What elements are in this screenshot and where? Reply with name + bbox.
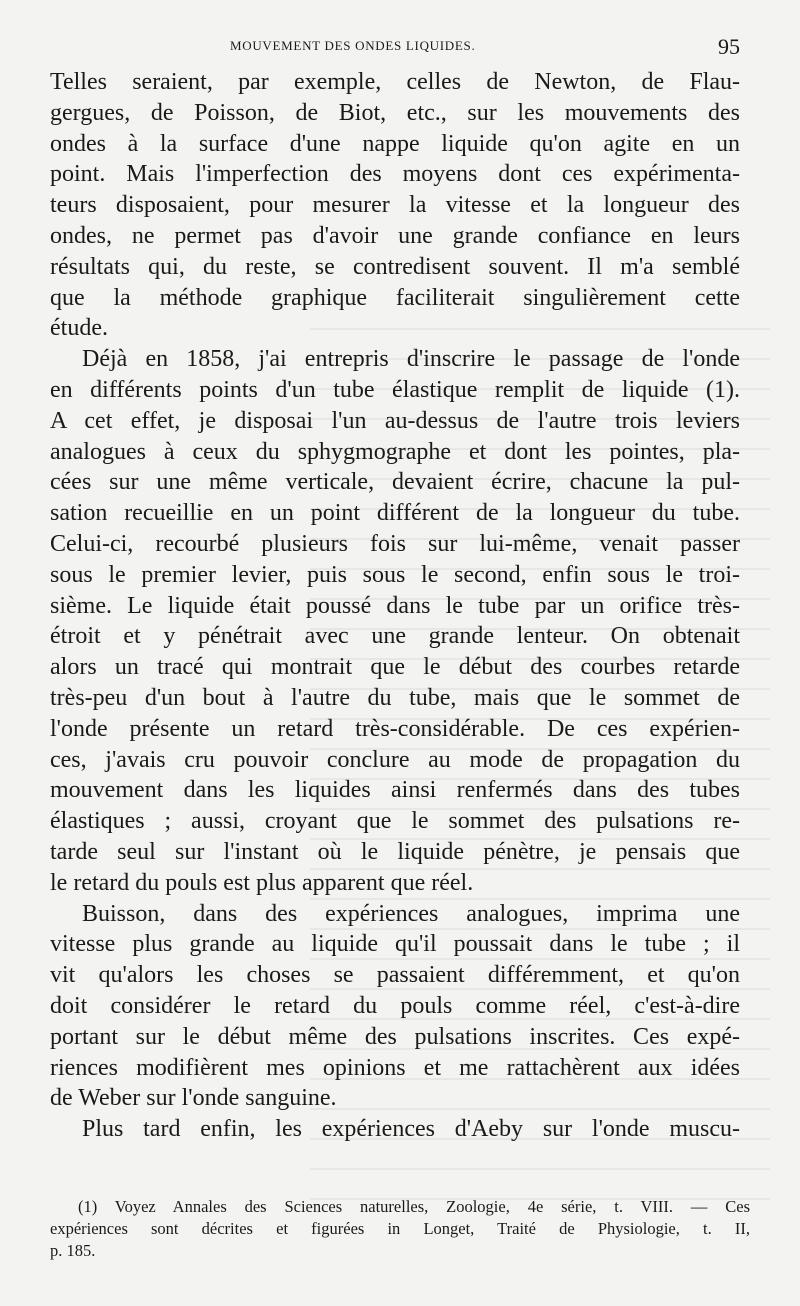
footnote-line: p. 185.: [50, 1241, 96, 1260]
footnote: [50, 1196, 750, 1262]
text-line: sième. Le liquide était poussé dans le tube par un orifice très-: [50, 592, 740, 619]
text-line: le retard du pouls est plus apparent que réel.: [50, 869, 474, 896]
footnote-line: (1) Voyez Annales des Sciences naturelles, Zoologie, 4e série, t. VIII. — Ces: [78, 1197, 750, 1216]
text-line: portant sur le début même des pulsations inscrites. Ces expé-: [50, 1023, 740, 1050]
paragraph: [50, 899, 740, 1115]
text-line: alors un tracé qui montrait que le début des courbes retarde: [50, 654, 740, 681]
text-line: mouvement dans les liquides ainsi renfermés dans des tubes: [50, 777, 740, 804]
text-line: étude.: [50, 315, 108, 342]
text-line: riences modifièrent mes opinions et me rattachèrent aux idées: [50, 1054, 740, 1081]
text-line: Plus tard enfin, les expériences d'Aeby sur l'onde muscu-: [82, 1116, 740, 1143]
text-line: teurs disposaient, pour mesurer la vitesse et la longueur des: [50, 192, 740, 219]
text-line: en différents points d'un tube élastique remplit de liquide (1).: [50, 376, 740, 403]
text-line: de Weber sur l'onde sanguine.: [50, 1085, 337, 1112]
text-line: Celui-ci, recourbé plusieurs fois sur lui-même, venait passer: [50, 530, 740, 557]
text-line: l'onde présente un retard très-considérable. De ces expérien-: [50, 715, 740, 742]
text-line: doit considérer le retard du pouls comme réel, c'est-à-dire: [50, 992, 740, 1019]
paragraph: [50, 67, 740, 344]
text-line: Telles seraient, par exemple, celles de Newton, de Flau-: [50, 69, 740, 95]
text-line: vit qu'alors les choses se passaient différemment, et qu'on: [50, 962, 740, 989]
text-line: très-peu d'un bout à l'autre du tube, mais que le sommet de: [50, 684, 740, 711]
text-line: sous le premier levier, puis sous le second, enfin sous le troi-: [50, 561, 740, 588]
text-line: que la méthode graphique faciliterait singulièrement cette: [50, 284, 740, 311]
text-line: gergues, de Poisson, de Biot, etc., sur les mouvements des: [50, 99, 740, 126]
text-line: ondes à la surface d'une nappe liquide qu'on agite en un: [50, 130, 740, 157]
text-line: vitesse plus grande au liquide qu'il poussait dans le tube ; il: [50, 931, 740, 958]
paragraph: [50, 344, 740, 898]
text-line: Buisson, dans des expériences analogues, imprima une: [82, 900, 740, 927]
text-line: étroit et y pénétrait avec une grande lenteur. On obtenait: [50, 623, 740, 650]
text-line: point. Mais l'imperfection des moyens dont ces expérimenta-: [50, 161, 740, 188]
text-line: Déjà en 1858, j'ai entrepris d'inscrire le passage de l'onde: [82, 346, 740, 373]
page-header: [50, 34, 740, 60]
paragraph: [50, 1114, 740, 1145]
text-line: résultats qui, du reste, se contredisent souvent. Il m'a semblé: [50, 253, 740, 280]
text-line: ondes, ne permet pas d'avoir une grande confiance en leurs: [50, 222, 740, 249]
text-line: ces, j'avais cru pouvoir conclure au mode de propagation du: [50, 746, 740, 773]
text-line: analogues à ceux du sphygmographe et dont les pointes, pla-: [50, 438, 740, 465]
text-line: A cet effet, je disposai l'un au-dessus de l'autre trois leviers: [50, 407, 740, 434]
page-number: 95: [718, 34, 740, 59]
text-line: sation recueillie en un point différent de la longueur du tube.: [50, 500, 740, 527]
text-line: cées sur une même verticale, devaient écrire, chacune la pul-: [50, 469, 740, 496]
text-line: tarde seul sur l'instant où le liquide pénètre, je pensais que: [50, 838, 740, 865]
running-title: MOUVEMENT DES ONDES LIQUIDES.: [230, 38, 476, 53]
text-line: élastiques ; aussi, croyant que le sommet des pulsations re-: [50, 808, 740, 835]
body-text: [50, 67, 740, 1145]
footnote-line: expériences sont décrites et figurées in Longet, Traité de Physiologie, t. II,: [50, 1219, 750, 1238]
